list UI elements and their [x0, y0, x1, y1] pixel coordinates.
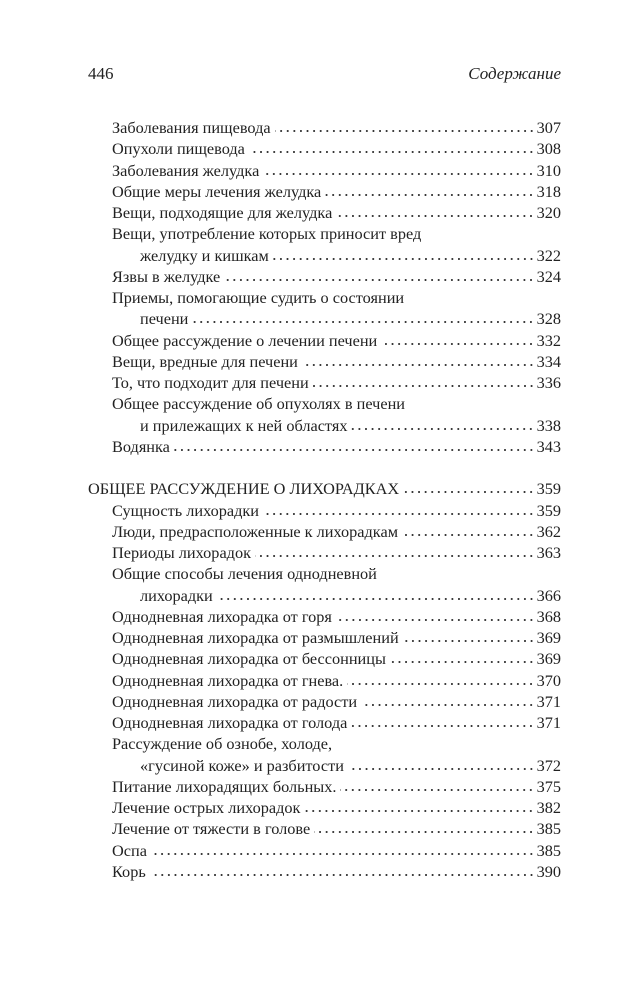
dot-leader: [390, 660, 535, 664]
toc-entry-line: [88, 755, 561, 776]
toc-entry-line: [88, 627, 561, 648]
toc-entry-title: То, что подходит для печени: [112, 373, 309, 392]
toc-entry: [88, 202, 561, 223]
toc-entry-title: Лечение острых лихорадок: [112, 798, 301, 817]
toc-entry-title: Язвы в желудке: [112, 266, 221, 286]
toc-entry-line: [88, 330, 561, 351]
toc-entry-line: [88, 393, 561, 414]
toc-entry: [88, 776, 561, 797]
toc-page-number: 368: [536, 606, 561, 626]
toc-entry-line: [88, 776, 561, 797]
toc-page-number: 324: [536, 266, 561, 286]
toc-entry: [88, 223, 561, 266]
toc-entry-title: Сущность лихорадки: [112, 500, 259, 520]
toc-page-number: 359: [536, 500, 561, 520]
toc-entry: [88, 393, 561, 436]
toc-entry-title: Периоды лихорадок: [112, 543, 252, 562]
toc-entry: [88, 138, 561, 159]
toc-entry-line: [88, 202, 561, 223]
toc-entry-title: Однодневная лихорадка от голода: [112, 713, 348, 732]
toc-page-number: 382: [536, 798, 561, 817]
toc-entry-line: [88, 585, 561, 606]
toc-entry-title: Лечение от тяжести в голове: [112, 819, 311, 839]
toc-entry-title: Заболевания желудка: [112, 160, 260, 180]
page-number: 446: [88, 64, 114, 83]
dot-leader: [224, 278, 534, 282]
toc-entry-title: Однодневная лихорадка от бессонницы: [112, 649, 386, 669]
toc-page-number: 369: [536, 649, 561, 669]
toc-page-number: 338: [536, 415, 561, 435]
toc-entry-line: [88, 266, 561, 287]
toc-entry-line: [88, 670, 561, 691]
toc-entry-line: [88, 606, 561, 627]
toc-entry: [88, 436, 561, 457]
toc-entry: [88, 372, 561, 393]
toc-entry-title: Однодневная лихорадка от радости: [112, 691, 358, 711]
toc-entry: [88, 266, 561, 287]
dot-leader: [336, 618, 535, 622]
toc-entry-title: Рассуждение об ознобе, холоде,: [112, 734, 333, 754]
toc-entry-title: Люди, предрасположенные к лихорадкам: [112, 521, 399, 541]
toc-entry-title: Вещи, вредные для печени: [112, 351, 298, 371]
dot-leader: [255, 554, 535, 558]
toc-entry-line: [88, 351, 561, 372]
toc-page-number: 370: [536, 670, 561, 690]
toc-entry-line: [88, 542, 561, 563]
toc-page-number: 366: [536, 585, 561, 605]
toc-page-number: 334: [536, 351, 561, 371]
toc-entry: [88, 521, 561, 542]
dot-leader: [336, 214, 534, 218]
toc-entry-title: Общее рассуждение об опухолях в печени: [112, 394, 406, 414]
toc-page-number: 318: [536, 181, 561, 201]
toc-entry-title: Общее рассуждение о лечении печени: [112, 330, 378, 350]
toc-page-number: 369: [536, 628, 561, 647]
toc-entry-title: Общие способы лечения однодневной: [112, 564, 377, 584]
dot-leader: [361, 703, 534, 707]
toc-entry-line: [88, 117, 561, 138]
toc-entry-title: Однодневная лихорадка от горя: [112, 606, 332, 626]
dot-leader: [174, 448, 535, 452]
dot-leader: [351, 724, 534, 728]
toc-entry: [88, 606, 561, 627]
dot-leader: [348, 767, 535, 771]
toc-entry-line: [88, 648, 561, 669]
dot-leader: [403, 490, 534, 494]
toc-entry-title: «гусиной коже» и разбитости: [140, 755, 344, 775]
dot-leader: [340, 788, 534, 792]
toc-entry-line: [88, 818, 561, 839]
toc-entry-title: Однодневная лихорадка от размышлений: [112, 628, 399, 647]
dot-leader: [249, 150, 535, 154]
dot-leader: [304, 809, 534, 813]
dot-leader: [273, 257, 535, 261]
toc-entry-title: Корь: [112, 861, 146, 881]
toc-page-number: 310: [536, 160, 561, 180]
toc-page-number: 375: [536, 776, 561, 796]
toc-entry-title: Питание лихорадящих больных.: [112, 776, 337, 796]
toc-entry: [88, 691, 561, 712]
dot-leader: [150, 873, 535, 877]
dot-leader: [403, 639, 535, 643]
toc-entry-line: [88, 415, 561, 436]
toc-entry-line: [88, 308, 561, 329]
toc-entry: [88, 542, 561, 563]
toc-page-number: 363: [536, 543, 561, 562]
toc-entry-title: Общие меры лечения желудка: [112, 181, 322, 201]
toc-entry-line: [88, 160, 561, 181]
toc-page-number: 328: [536, 309, 561, 329]
dot-leader: [302, 363, 535, 367]
toc-entry: [88, 670, 561, 691]
toc-entry-title: Опухоли пищевода: [112, 139, 245, 159]
toc-entry: [88, 160, 561, 181]
toc-entry: [88, 500, 561, 521]
toc-entry-title: лихорадки: [140, 585, 213, 605]
dot-leader: [263, 512, 535, 516]
toc-page-number: 307: [536, 118, 561, 137]
dot-leader: [151, 852, 535, 856]
toc-page-number: 359: [536, 479, 561, 499]
toc-page-number: 385: [536, 840, 561, 860]
toc-entry-line: [88, 797, 561, 818]
toc-entry: [88, 181, 561, 202]
toc-entry-title: Водянка: [112, 436, 170, 456]
toc-entry-title: Приемы, помогающие судить о состоянии: [112, 288, 405, 307]
toc-chapter-entry: [88, 478, 561, 499]
toc-entry-line: [88, 521, 561, 542]
toc-entry-line: [88, 287, 561, 308]
toc-page-number: 390: [536, 861, 561, 881]
toc-entry-line: [88, 436, 561, 457]
toc-entry-title: Вещи, употребление которых приносит вред: [112, 224, 422, 244]
toc-entry: [88, 563, 561, 606]
dot-leader: [402, 533, 535, 537]
toc-entry: [88, 861, 561, 882]
toc-entry-line: [88, 733, 561, 754]
dot-leader: [314, 830, 534, 834]
toc-entry: [88, 733, 561, 776]
toc-entry: [88, 117, 561, 138]
toc-entry-title: печени: [140, 309, 189, 329]
toc-entry-line: [88, 500, 561, 521]
toc-page-number: 336: [536, 373, 561, 392]
toc-entry-title: Заболевания пищевода: [112, 118, 271, 137]
dot-leader: [275, 129, 535, 133]
dot-leader: [217, 597, 535, 601]
toc-entry: [88, 797, 561, 818]
toc-entry-title: и прилежащих к ней областях: [140, 415, 348, 435]
toc-page-number: 385: [536, 819, 561, 839]
toc-entry: [88, 648, 561, 669]
toc-entry-line: [88, 245, 561, 266]
dot-leader: [381, 342, 534, 346]
toc-entry-title: Вещи, подходящие для желудка: [112, 203, 333, 222]
toc-page-number: 322: [536, 245, 561, 265]
toc-entry-title: ОБЩЕЕ РАССУЖДЕНИЕ О ЛИХОРАДКАХ: [88, 479, 400, 499]
toc-page-number: 320: [536, 203, 561, 222]
toc-entry-line: [88, 840, 561, 861]
dot-leader: [192, 320, 534, 324]
toc-entry-line: [88, 691, 561, 712]
toc-entry-line: [88, 712, 561, 733]
dot-leader: [347, 682, 534, 686]
toc-entry: [88, 351, 561, 372]
toc-entry-line: [88, 223, 561, 244]
section-gap: [88, 457, 561, 478]
dot-leader: [263, 172, 534, 176]
toc-entry: [88, 712, 561, 733]
toc-entry-line: [88, 478, 561, 499]
toc-entry: [88, 330, 561, 351]
toc-entry: [88, 287, 561, 330]
toc-entry-title: Оспа: [112, 840, 147, 860]
toc-entry-line: [88, 861, 561, 882]
toc-page-number: 343: [536, 436, 561, 456]
toc-entry-line: [88, 563, 561, 584]
dot-leader: [313, 384, 535, 388]
toc-entry-line: [88, 372, 561, 393]
toc-entry-line: [88, 138, 561, 159]
toc-entry: [88, 818, 561, 839]
toc-entry-title: Однодневная лихорадка от гнева.: [112, 670, 344, 690]
toc-page-number: 371: [536, 713, 561, 732]
toc-page-number: 362: [536, 521, 561, 541]
toc-page-number: 372: [536, 755, 561, 775]
toc-entry: [88, 627, 561, 648]
toc-entry: [88, 840, 561, 861]
toc-page-number: 308: [536, 139, 561, 159]
toc-entry-title: желудку и кишкам: [140, 245, 269, 265]
toc-entry-line: [88, 181, 561, 202]
dot-leader: [325, 193, 534, 197]
toc-page-number: 371: [536, 691, 561, 711]
dot-leader: [351, 427, 534, 431]
running-title: Содержание: [468, 64, 561, 83]
table-of-contents: [88, 117, 561, 882]
toc-page-number: 332: [536, 330, 561, 350]
